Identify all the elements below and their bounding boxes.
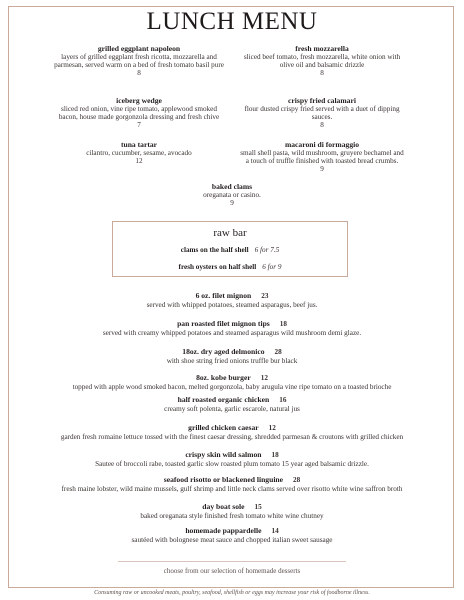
entree-description: Sautee of broccoli rabe, toasted garlic slow roasted plum tomato 15 year aged balsamic drizzle. xyxy=(95,459,369,468)
entree-item xyxy=(10,476,454,493)
raw-bar-item-name: fresh oysters on half shell xyxy=(178,263,257,271)
entree-item xyxy=(10,396,454,413)
desserts-note: choose from our selection of homemade desserts xyxy=(163,567,301,575)
entree-item xyxy=(10,527,454,544)
raw-bar-item xyxy=(113,263,347,271)
divider xyxy=(118,561,346,562)
entree-name: seafood risotto or blackened linguine xyxy=(163,475,284,484)
entree-item xyxy=(10,451,454,468)
menu-item xyxy=(132,183,332,207)
entree-name: homemade pappardelle xyxy=(185,526,262,535)
raw-bar-item-name: clams on the half shell xyxy=(180,246,249,254)
entree-price: 18 xyxy=(271,451,279,459)
item-name: grilled eggplant napoleon xyxy=(97,44,181,53)
entree-description: sautéed with bolognese meat sauce and chopped italian sweet sausage xyxy=(131,535,333,544)
item-name: tuna tartar xyxy=(120,140,158,149)
item-description: sliced beef tomato, fresh mozzarella, white onion with olive oil and balsamic drizzle xyxy=(243,53,401,70)
item-price: 12 xyxy=(135,157,143,166)
entree-price: 12 xyxy=(268,424,276,432)
menu-item xyxy=(238,45,406,77)
entree-price: 15 xyxy=(254,503,262,511)
entree-name: pan roasted filet mignon tips xyxy=(177,319,270,328)
entree-description: creamy soft polenta, garlic escarole, natural jus xyxy=(164,404,300,413)
entree-price: 23 xyxy=(261,292,269,300)
entree-price: 28 xyxy=(274,348,282,356)
item-price: 8 xyxy=(320,121,324,130)
entree-name: 8oz. kobe burger xyxy=(196,373,251,382)
entree-item xyxy=(10,320,454,337)
item-description: layers of grilled eggplant fresh ricotta, mozzarella and parmesan, served warm on a bed of fresh tomato basil pure xyxy=(54,53,224,70)
entree-name: crispy skin wild salmon xyxy=(185,450,262,459)
menu-title: LUNCH MENU xyxy=(146,8,318,35)
entree-name: half roasted organic chicken xyxy=(177,395,270,404)
entree-description: fresh maine lobster, wild maine mussels, gulf shrimp and little neck clams served over risotto white wine saffron broth xyxy=(61,484,403,493)
entree-price: 18 xyxy=(279,320,287,328)
item-description: cilantro, cucumber, sesame, avocado xyxy=(86,149,192,158)
entree-name: 18oz. dry aged delmonico xyxy=(182,347,265,356)
entree-description: with shoe string fried onions truffle bur black xyxy=(166,356,298,365)
item-price: 8 xyxy=(137,69,141,78)
entree-name: day boat sole xyxy=(202,502,245,511)
item-name: fresh mozzarella xyxy=(295,44,349,53)
entree-name: 6 oz. filet mignon xyxy=(195,291,252,300)
menu-item xyxy=(238,141,406,173)
menu-item xyxy=(54,141,224,165)
menu-item xyxy=(54,97,224,129)
item-price: 9 xyxy=(320,165,324,174)
item-description: sliced red onion, vine ripe tomato, applewood smoked bacon, house made gorgonzola dressing and fresh chive xyxy=(58,105,220,122)
entree-item xyxy=(10,348,454,365)
entree-description: garden fresh romaine lettuce tossed with the finest caesar dressing, shredded parmesan & croutons with grilled chicken xyxy=(60,432,404,441)
item-name: macaroni di formaggio xyxy=(284,140,360,149)
entree-item xyxy=(10,374,454,391)
entree-name: grilled chicken caesar xyxy=(188,423,259,432)
entree-description: served with creamy whipped potatoes and steamed asparagus wild mushroom demi glaze. xyxy=(102,328,362,337)
raw-bar-item-price: 6 for 9 xyxy=(262,263,282,271)
menu-item xyxy=(238,97,406,129)
raw-bar-box xyxy=(112,221,348,277)
entree-description: served with whipped potatoes, steamed asparagus, beef jus. xyxy=(146,300,318,309)
entree-item xyxy=(10,424,454,441)
item-name: baked clams xyxy=(211,182,253,191)
entree-price: 16 xyxy=(279,396,287,404)
raw-bar-item xyxy=(113,246,347,254)
entree-price: 12 xyxy=(260,374,268,382)
raw-bar-title: raw bar xyxy=(213,227,247,239)
item-price: 9 xyxy=(230,199,234,208)
item-name: iceberg wedge xyxy=(116,96,162,105)
entree-price: 14 xyxy=(271,527,279,535)
entree-item xyxy=(10,503,454,520)
menu-item xyxy=(54,45,224,77)
health-disclaimer: Consuming raw or uncooked meats, poultry, seafood, shellfish or eggs may increase your risk of foodborne illness. xyxy=(94,590,370,596)
entree-price: 28 xyxy=(293,476,301,484)
entree-item xyxy=(10,292,454,309)
item-description: small shell pasta, wild mushroom, gruyere bechamel and a touch of truffle finished with toasted bread crumbs. xyxy=(240,149,404,166)
entree-description: baked oreganata style finished fresh tomato white wine chutney xyxy=(140,511,324,520)
entree-description: topped with apple wood smoked bacon, melted gorgonzola, baby arugula vine ripe tomato on a toasted brioche xyxy=(72,382,392,391)
raw-bar-item-price: 6 for 7.5 xyxy=(254,246,280,254)
item-description: flour dusted crispy fried served with a duet of dipping sauces. xyxy=(244,105,400,122)
item-description: oreganata or casino. xyxy=(203,191,261,200)
item-price: 7 xyxy=(137,121,141,130)
item-name: crispy fried calamari xyxy=(288,96,356,105)
item-price: 8 xyxy=(320,69,324,78)
